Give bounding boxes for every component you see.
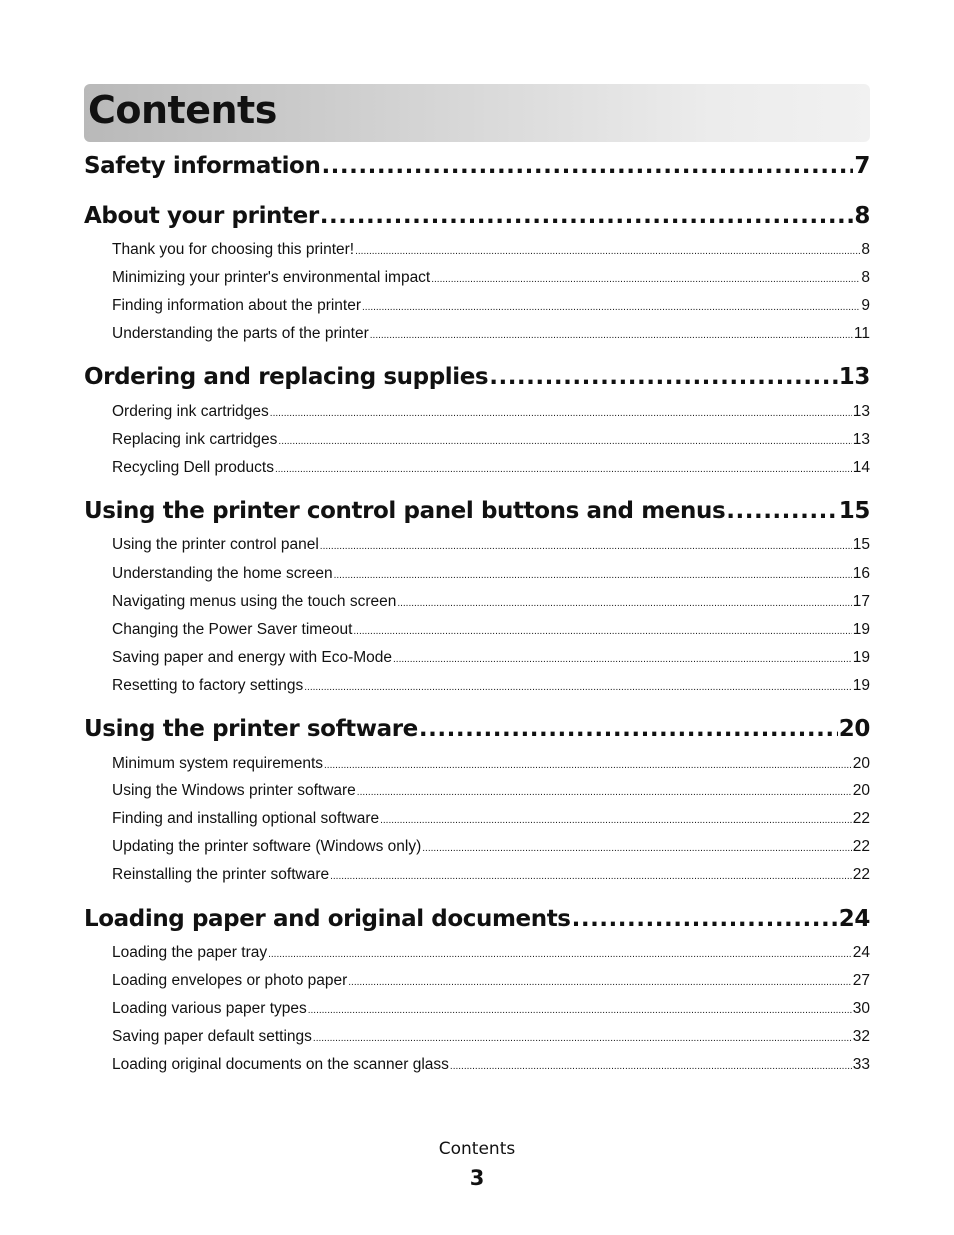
toc-section-using-the-printer-control-panel-buttons-and-menus[interactable] (84, 498, 870, 524)
toc-item[interactable] (112, 593, 870, 611)
toc-label: Finding and installing optional software (112, 810, 380, 827)
toc-leader (334, 570, 852, 581)
toc-page-number: 32 (852, 1028, 870, 1045)
toc-page-number: 17 (852, 593, 870, 610)
toc-label: Understanding the home screen (112, 565, 333, 582)
toc-page-number: 15 (838, 498, 870, 524)
toc-label: Reinstalling the printer software (112, 866, 330, 883)
toc-label: Using the printer software (84, 716, 418, 742)
toc-leader (320, 541, 852, 552)
toc-page-number: 13 (852, 431, 870, 448)
toc-leader (324, 760, 852, 771)
toc-item[interactable] (112, 810, 870, 828)
toc-label: Resetting to factory settings (112, 677, 304, 694)
toc-label: Understanding the parts of the printer (112, 325, 369, 342)
toc-item[interactable] (112, 755, 870, 773)
toc-leader (348, 977, 851, 988)
toc-page-number: 33 (852, 1056, 870, 1073)
toc-section-about-your-printer[interactable] (84, 203, 870, 229)
toc-page-number: 19 (852, 649, 870, 666)
toc-label: Replacing ink cartridges (112, 431, 278, 448)
toc-label: Finding information about the printer (112, 297, 362, 314)
toc-item[interactable] (112, 1000, 870, 1018)
toc-item[interactable] (112, 431, 870, 449)
page-title: Contents (88, 88, 277, 132)
toc-section-loading-paper-and-original-documents[interactable] (84, 906, 870, 932)
toc-page-number: 8 (861, 269, 870, 286)
toc-label: Loading original documents on the scanner glass (112, 1056, 449, 1073)
toc-label: Saving paper and energy with Eco-Mode (112, 649, 393, 666)
toc-label: Loading paper and original documents (84, 906, 571, 932)
toc-section-ordering-and-replacing-supplies[interactable] (84, 364, 870, 390)
toc-section-safety-information[interactable] (84, 153, 870, 179)
toc-label: Loading the paper tray (112, 944, 268, 961)
toc-label: Thank you for choosing this printer! (112, 241, 355, 258)
toc-leader (308, 1005, 852, 1016)
toc-leader (278, 436, 851, 447)
toc-page-number: 11 (853, 325, 870, 342)
toc-page-number: 27 (852, 972, 870, 989)
toc-item[interactable] (112, 972, 870, 990)
toc-item[interactable] (112, 621, 870, 639)
toc-leader (419, 716, 838, 742)
toc-item[interactable] (112, 649, 870, 667)
toc-leader (321, 153, 853, 179)
toc-leader (450, 1061, 852, 1072)
toc-label: Saving paper default settings (112, 1028, 312, 1045)
toc-page-number: 22 (852, 866, 870, 883)
toc-page-number: 13 (838, 364, 870, 390)
toc-leader (357, 787, 852, 798)
toc-leader (275, 464, 852, 475)
toc-item[interactable] (112, 782, 870, 800)
toc-page-number: 20 (838, 716, 870, 742)
toc-item[interactable] (112, 565, 870, 583)
toc-leader (397, 598, 851, 609)
toc-label: Ordering and replacing supplies (84, 364, 489, 390)
toc-item[interactable] (112, 241, 870, 259)
toc-label: Minimizing your printer's environmental impact (112, 269, 431, 286)
title-banner (84, 84, 870, 142)
footer-page-number: 3 (469, 1166, 485, 1190)
toc-page-number: 19 (852, 621, 870, 638)
toc-page-number: 20 (852, 755, 870, 772)
toc-section-using-the-printer-software[interactable] (84, 716, 870, 742)
toc-label: Loading envelopes or photo paper (112, 972, 348, 989)
toc-leader (304, 682, 851, 693)
toc-item[interactable] (112, 944, 870, 962)
toc-item[interactable] (112, 1028, 870, 1046)
toc-item[interactable] (112, 1056, 870, 1074)
toc-label: About your printer (84, 203, 319, 229)
toc-item[interactable] (112, 866, 870, 884)
toc-leader (393, 654, 852, 665)
toc-label: Ordering ink cartridges (112, 403, 269, 420)
toc-leader (270, 408, 852, 419)
toc-leader (320, 203, 854, 229)
toc-label: Updating the printer software (Windows only) (112, 838, 422, 855)
toc-page-number: 13 (852, 403, 870, 420)
toc-page-number: 22 (852, 810, 870, 827)
toc-item[interactable] (112, 297, 870, 315)
toc-label: Using the Windows printer software (112, 782, 356, 799)
toc-label: Using the printer control panel (112, 536, 319, 553)
toc-item[interactable] (112, 459, 870, 477)
toc-label: Using the printer control panel buttons and menus (84, 498, 726, 524)
toc-leader (355, 246, 860, 257)
toc-leader (330, 871, 852, 882)
toc-page-number: 8 (854, 203, 870, 229)
toc-leader (370, 330, 853, 341)
toc-page-number: 16 (852, 565, 870, 582)
toc-leader (268, 949, 852, 960)
toc-page-number: 8 (861, 241, 870, 258)
toc-leader (313, 1033, 852, 1044)
toc-page-number: 30 (852, 1000, 870, 1017)
toc-item[interactable] (112, 536, 870, 554)
toc-leader (726, 498, 838, 524)
toc-page-number: 15 (852, 536, 870, 553)
toc-item[interactable] (112, 269, 870, 287)
footer-label: Contents (438, 1139, 516, 1159)
toc-page-number: 20 (852, 782, 870, 799)
toc-label: Navigating menus using the touch screen (112, 593, 397, 610)
toc-label: Recycling Dell products (112, 459, 274, 476)
toc-leader (422, 843, 851, 854)
toc-label: Safety information (84, 153, 321, 179)
toc-item[interactable] (112, 838, 870, 856)
toc-page-number: 14 (852, 459, 870, 476)
toc-label: Loading various paper types (112, 1000, 307, 1017)
toc-item[interactable] (112, 677, 870, 695)
toc-page-number: 22 (852, 838, 870, 855)
toc-leader (380, 815, 852, 826)
toc-leader (362, 302, 860, 313)
toc-leader (572, 906, 838, 932)
toc-page-number: 19 (852, 677, 870, 694)
toc-leader (431, 274, 860, 285)
toc-leader (489, 364, 838, 390)
toc-item[interactable] (112, 403, 870, 421)
toc-label: Minimum system requirements (112, 755, 324, 772)
toc-page-number: 24 (852, 944, 870, 961)
toc-page-number: 9 (861, 297, 870, 314)
toc-item[interactable] (112, 325, 870, 343)
toc-leader (353, 626, 851, 637)
toc-label: Changing the Power Saver timeout (112, 621, 353, 638)
toc-page-number: 7 (854, 153, 870, 179)
toc-page-number: 24 (838, 906, 870, 932)
